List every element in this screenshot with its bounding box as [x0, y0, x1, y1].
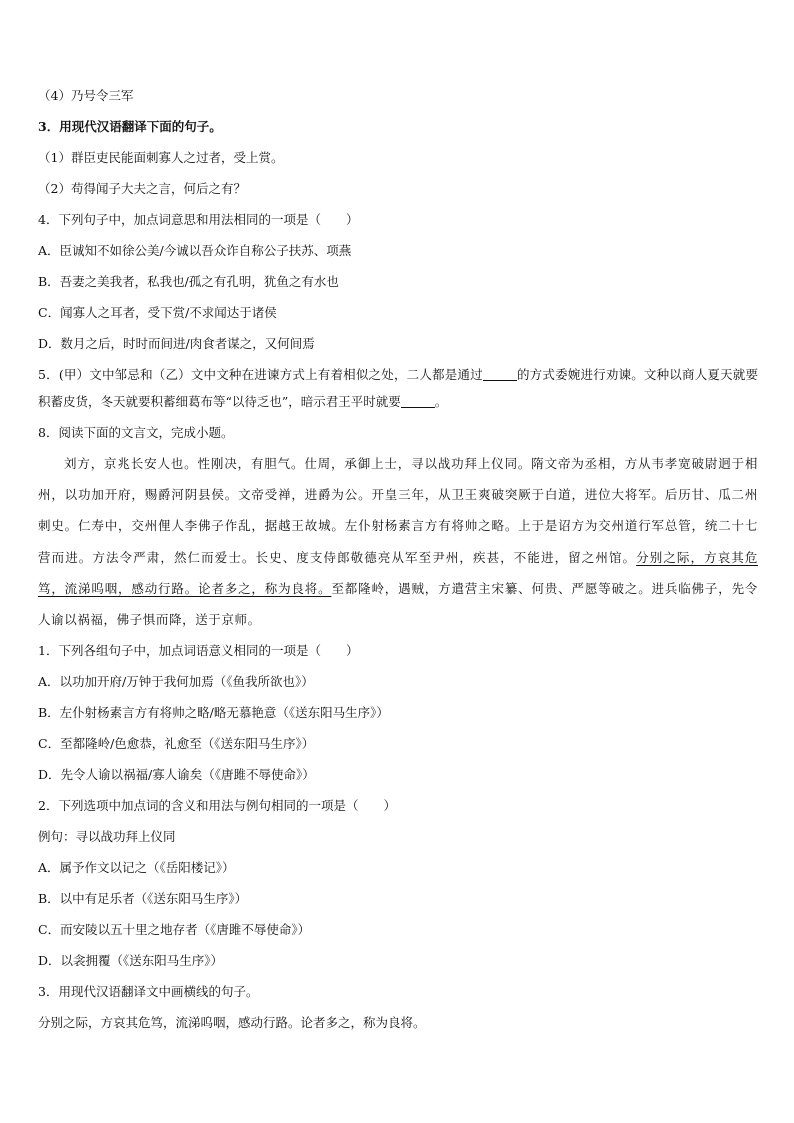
- question-item: （1）群臣吏民能面刺寡人之过者，受上赏。: [38, 150, 284, 165]
- example-sentence: 例句：寻以战功拜上仪同: [38, 829, 176, 845]
- option-b: B．吾妻之美我者，私我也/孤之有孔明，犹鱼之有水也: [38, 274, 339, 289]
- question-heading: 1．下列各组句子中，加点词语意义相同的一项是（ ）: [38, 643, 359, 659]
- answer-blank-1[interactable]: [483, 367, 517, 381]
- option-a: A．以功加开府/万钟于我何加焉（《鱼我所欲也》）: [38, 674, 314, 690]
- question-item: （2）苟得闻子大夫之言，何后之有？: [38, 181, 246, 196]
- passage-text: 刘方，京兆长安人也。性刚决，有胆气。仕周，承御上士，寻以战功拜上仪同。隋文帝为丞相，方从韦孝宽破尉迥于相州，以功加开府，赐爵河阴县侯。文帝受禅，进爵为公。开皇三年，从卫王爽破突厥于白道，进位大将军。后历甘、瓜二州刺史。仁寿中，交州俚人李佛子作乱，据越王故城。左仆射杨素言方有将帅之略。上于是诏方为交州道行军总管，统二十七营而进。方法令严肃，然仁而爱士。长史、度支侍郎敬德亮从军至尹州，疾甚，不能进，留之州馆。: [38, 456, 758, 565]
- exam-page: [38, 80, 758, 1038]
- answer-blank-2[interactable]: [401, 394, 435, 408]
- question-heading: 4．下列句子中，加点词意思和用法相同的一项是（ ）: [38, 212, 359, 227]
- question-heading: 3．用现代汉语翻译下面的句子。: [38, 119, 222, 134]
- option-a: A．臣诚知不如徐公美/今诚以吾众诈自称公子扶苏、项燕: [38, 243, 352, 258]
- option-b: B．以中有足乐者（《送东阳马生序》）: [38, 891, 248, 907]
- question-5: [38, 361, 758, 415]
- option-c: C．而安陵以五十里之地存者（《唐雎不辱使命》）: [38, 922, 311, 938]
- option-c: C．闻寡人之耳者，受下赏/不求闻达于诸侯: [38, 305, 277, 320]
- option-d: D．以衾拥覆（《送东阳马生序》）: [38, 953, 224, 969]
- question-heading: 3．用现代汉语翻译文中画横线的句子。: [38, 984, 259, 1000]
- option-d: D．数月之后，时时而间进/肉食者谋之，又何间焉: [38, 336, 315, 351]
- option-c: C．至都隆岭/色愈恭，礼愈至（《送东阳马生序》）: [38, 736, 315, 752]
- passage-text-end: 至都隆岭，遇贼，方遣营主宋纂、何贵、严愿等破之。进兵临佛子，先令人谕以祸福，佛子惧而降，送于京师。: [38, 580, 759, 628]
- underlined-sentence: 分别之际，方哀其危笃，流涕呜咽，感动行路。论者多之，称为良将。: [38, 549, 758, 596]
- question-heading: 2．下列选项中加点词的含义和用法与例句相同的一项是（ ）: [38, 798, 396, 814]
- option-d: D．先令人谕以祸福/寡人谕矣（《唐雎不辱使命》）: [38, 767, 315, 783]
- option-b: B．左仆射杨素言方有将帅之略/略无慕艳意（《送东阳马生序》）: [38, 705, 389, 721]
- question-item: （4）乃号令三军: [38, 88, 134, 103]
- question-5-part2: 的方式委婉进行劝谏。文种以商人夏天就要积蓄皮货，冬天就要积蓄细葛布等“以待乏也”，暗示君王平时就要: [38, 367, 758, 409]
- translation-source: 分别之际，方哀其危笃，流涕呜咽，感动行路。论者多之，称为良将。: [38, 1015, 426, 1031]
- section-intro: 8．阅读下面的文言文，完成小题。: [38, 425, 234, 440]
- question-5-part3: 。: [434, 394, 448, 409]
- classical-passage: [38, 448, 758, 635]
- question-5-part1: 5．(甲）文中邹忌和（乙）文中文种在进谏方式上有着相似之处，二人都是通过: [38, 367, 483, 382]
- option-a: A．属予作文以记之（《岳阳楼记》）: [38, 860, 235, 876]
